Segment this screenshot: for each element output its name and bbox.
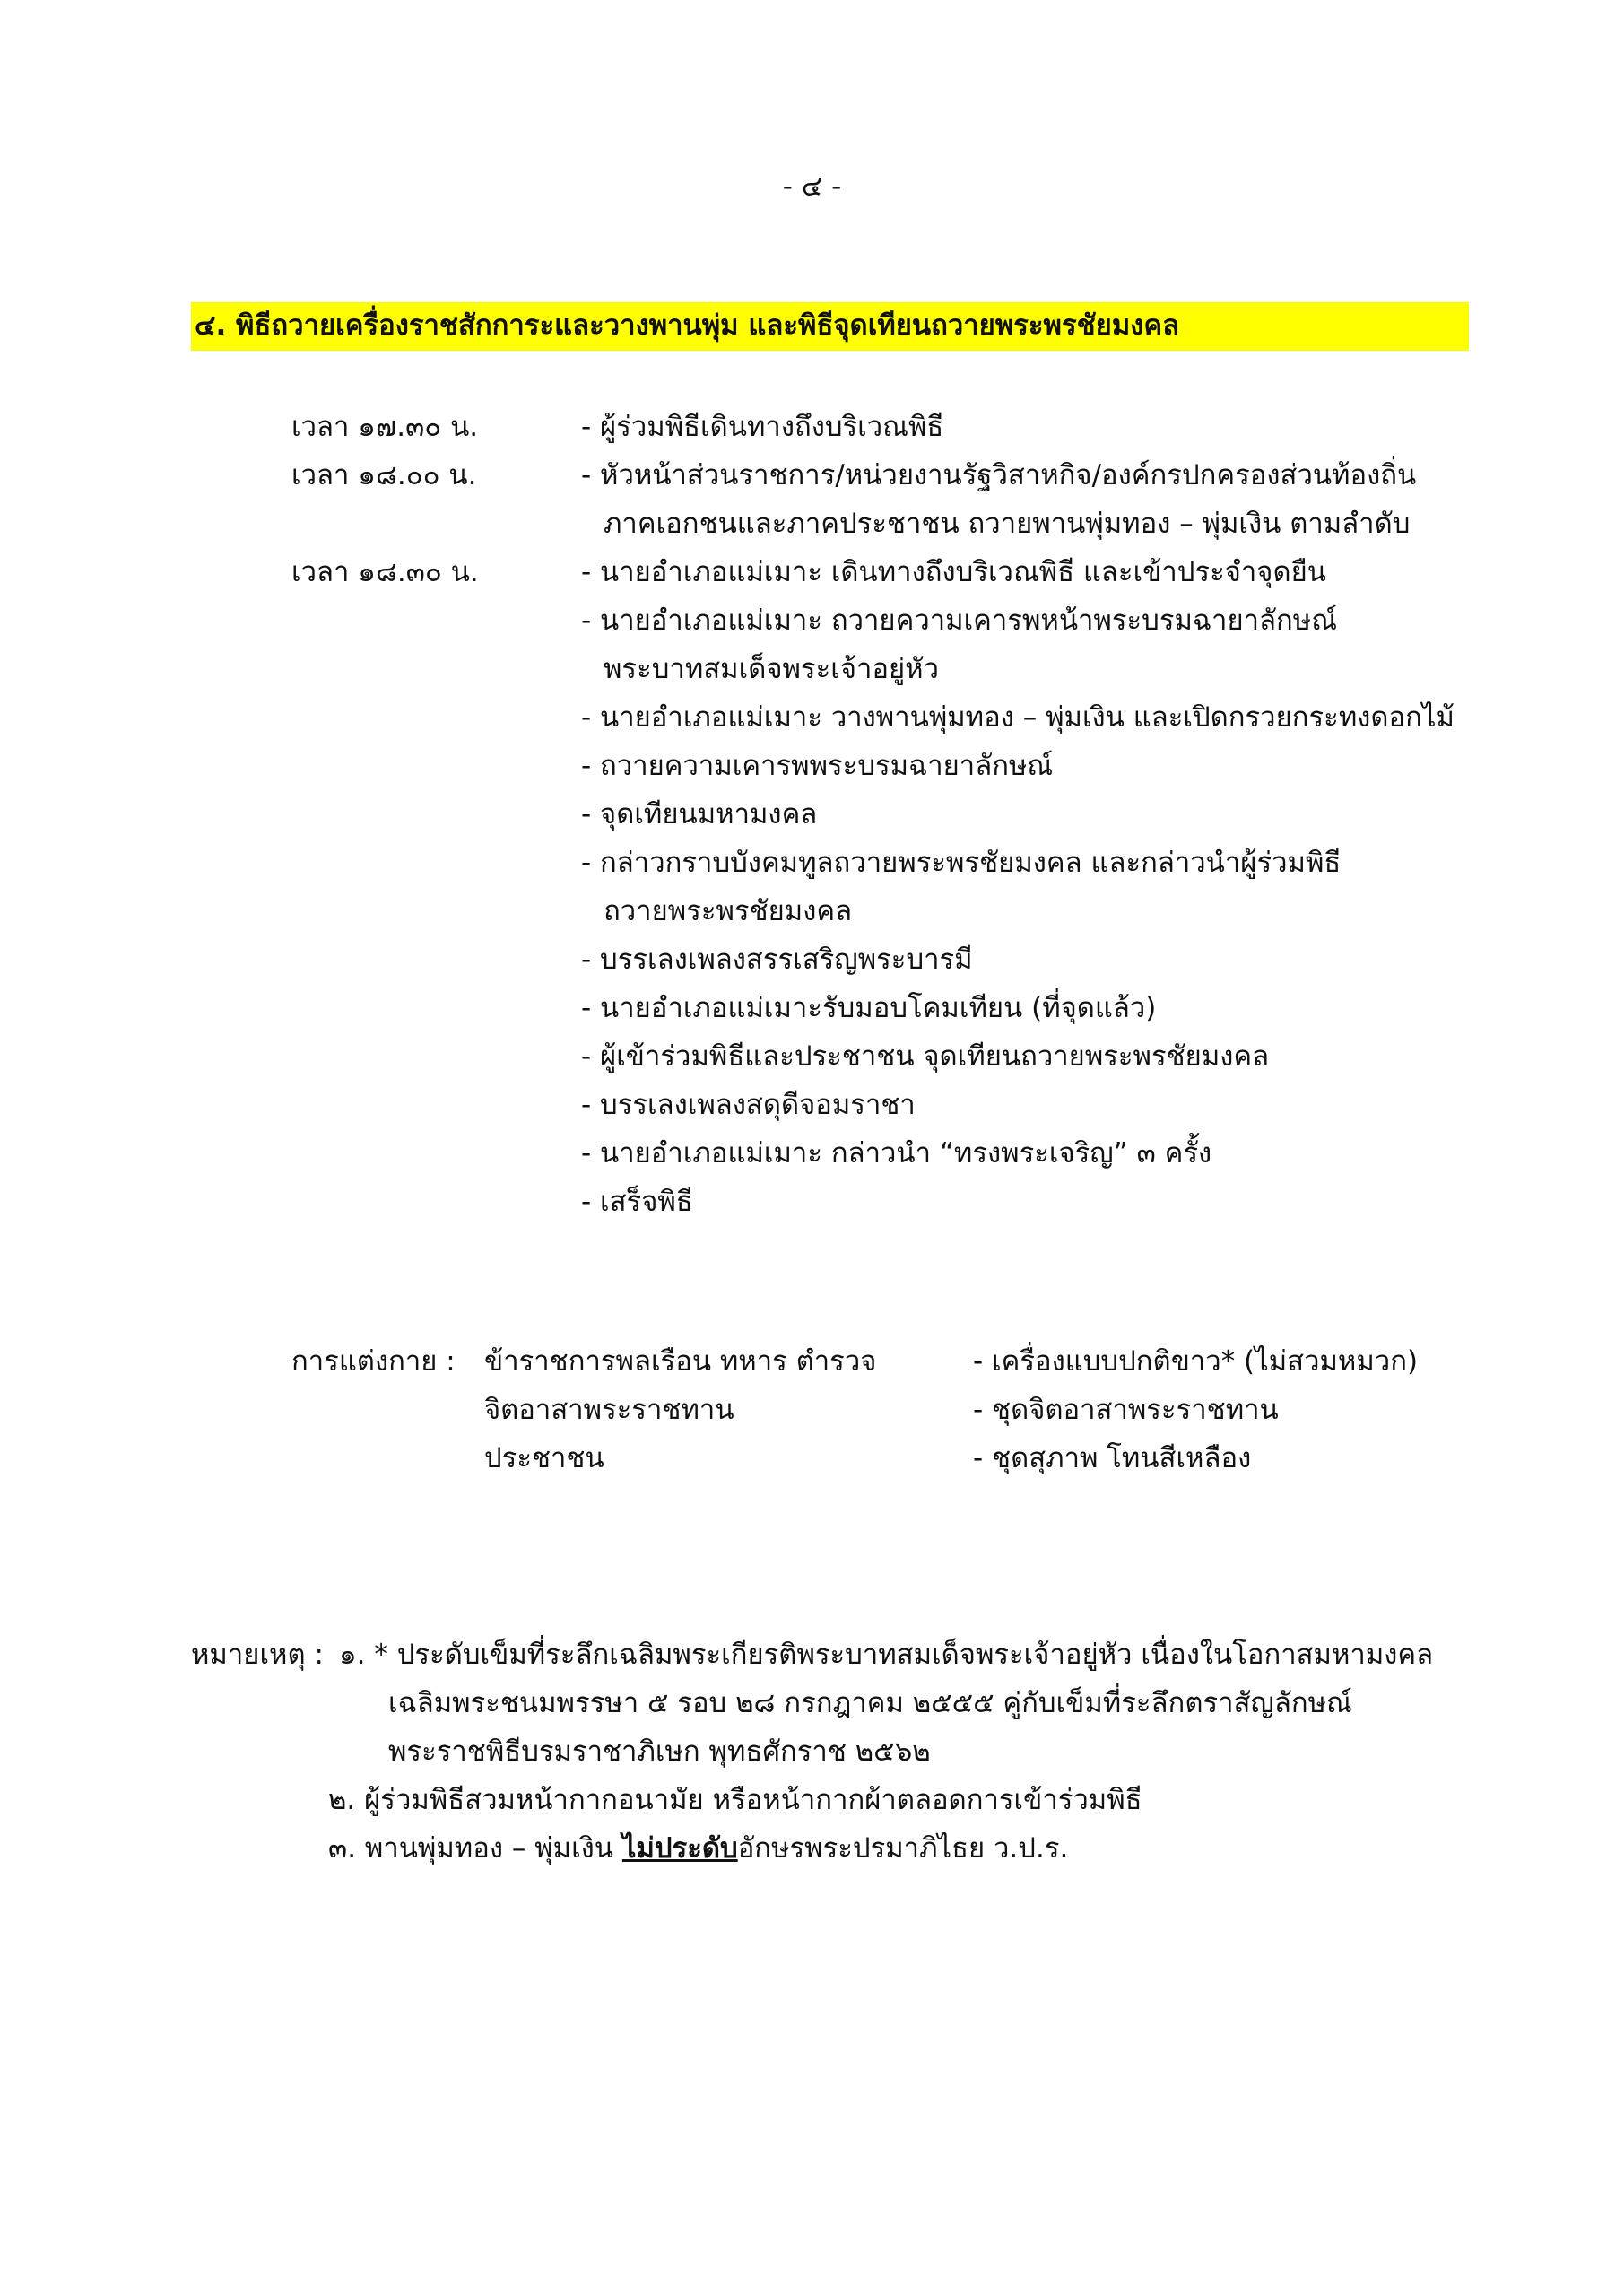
schedule-item: - นายอำเภอแม่เมาะ เดินทางถึงบริเวณพิธี และเข้าประจำจุดยืน [581,556,1326,588]
dress-code-attire: - เครื่องแบบปกติขาว* (ไม่สวมหมวก) [973,1345,1419,1378]
schedule-item: - นายอำเภอแม่เมาะ กล่าวนำ “ทรงพระเจริญ” ๓ ครั้ง [581,1137,1212,1170]
schedule-item-continuation: ภาคเอกชนและภาคประชาชน ถวายพานพุ่มทอง – พุ่มเงิน ตามลำดับ [604,508,1411,540]
dress-code-group: จิตอาสาพระราชทาน [484,1394,734,1426]
schedule-item: - ถวายความเคารพพระบรมฉายาลักษณ์ [581,750,1054,782]
schedule-time-3: เวลา ๑๘.๓๐ น. [291,556,479,588]
schedule-item: - นายอำเภอแม่เมาะ ถวายความเคารพหน้าพระบรมฉายาลักษณ์ [581,604,1337,637]
schedule-item: - เสร็จพิธี [581,1186,693,1218]
schedule-item-continuation: พระบาทสมเด็จพระเจ้าอยู่หัว [604,653,940,685]
dress-code-label: การแต่งกาย : [291,1345,456,1378]
remark-3-suffix: อักษรพระปรมาภิไธย ว.ป.ร. [737,1832,1069,1865]
remark-3 [328,1832,1068,1866]
schedule-item: - กล่าวกราบบังคมทูลถวายพระพรชัยมงคล และกล่าวนำผู้ร่วมพิธี [581,847,1342,879]
schedule-item: - ผู้เข้าร่วมพิธีและประชาชน จุดเทียนถวายพระพรชัยมงคล [581,1040,1270,1073]
schedule-item: - นายอำเภอแม่เมาะ วางพานพุ่มทอง – พุ่มเงิน และเปิดกรวยกระทงดอกไม้ [581,701,1455,734]
remark-2: ๒. ผู้ร่วมพิธีสวมหน้ากากอนามัย หรือหน้ากากผ้าตลอดการเข้าร่วมพิธี [328,1784,1142,1816]
schedule-item: - หัวหน้าส่วนราชการ/หน่วยงานรัฐวิสาหกิจ/องค์กรปกครองส่วนท้องถิ่น [581,459,1417,491]
section-heading [191,302,1469,351]
schedule-item: - บรรเลงเพลงสดุดีจอมราชา [581,1089,916,1121]
dress-code-group: ข้าราชการพลเรือน ทหาร ตำรวจ [484,1345,877,1378]
schedule-item: - นายอำเภอแม่เมาะรับมอบโคมเทียน (ที่จุดแล้ว) [581,992,1157,1024]
section-heading-text: ๔. พิธีถวายเครื่องราชสักการะและวางพานพุ่ม และพิธีจุดเทียนถวายพระพรชัยมงคล [195,309,1180,342]
dress-code-attire: - ชุดสุภาพ โทนสีเหลือง [973,1442,1252,1474]
remark-1-line-1: ๑. * ประดับเข็มที่ระลึกเฉลิมพระเกียรติพระบาทสมเด็จพระเจ้าอยู่หัว เนื่องในโอกาสมหามงคล [339,1639,1434,1671]
dress-code-attire: - ชุดจิตอาสาพระราชทาน [973,1394,1279,1426]
remark-3-prefix: ๓. พานพุ่มทอง – พุ่มเงิน [328,1832,622,1865]
schedule-item-continuation: ถวายพระพรชัยมงคล [604,895,853,927]
remarks-label: หมายเหตุ : [191,1639,324,1671]
remark-1-line-2: เฉลิมพระชนมพรรษา ๕ รอบ ๒๘ กรกฎาคม ๒๕๕๕ คู่กับเข็มที่ระลึกตราสัญลักษณ์ [388,1687,1352,1719]
page-number: - ๔ - [782,170,842,203]
schedule-item: - บรรเลงเพลงสรรเสริญพระบารมี [581,944,973,976]
dress-code-group: ประชาชน [484,1442,604,1474]
remark-3-emphasis: ไม่ประดับ [621,1832,738,1865]
remark-1-line-3: พระราชพิธีบรมราชาภิเษก พุทธศักราช ๒๕๖๒ [388,1735,931,1768]
schedule-item: - จุดเทียนมหามงคล [581,798,818,831]
schedule-time-2: เวลา ๑๘.๐๐ น. [291,459,477,491]
schedule-item: - ผู้ร่วมพิธีเดินทางถึงบริเวณพิธี [581,411,944,443]
schedule-time-1: เวลา ๑๗.๓๐ น. [291,411,479,443]
